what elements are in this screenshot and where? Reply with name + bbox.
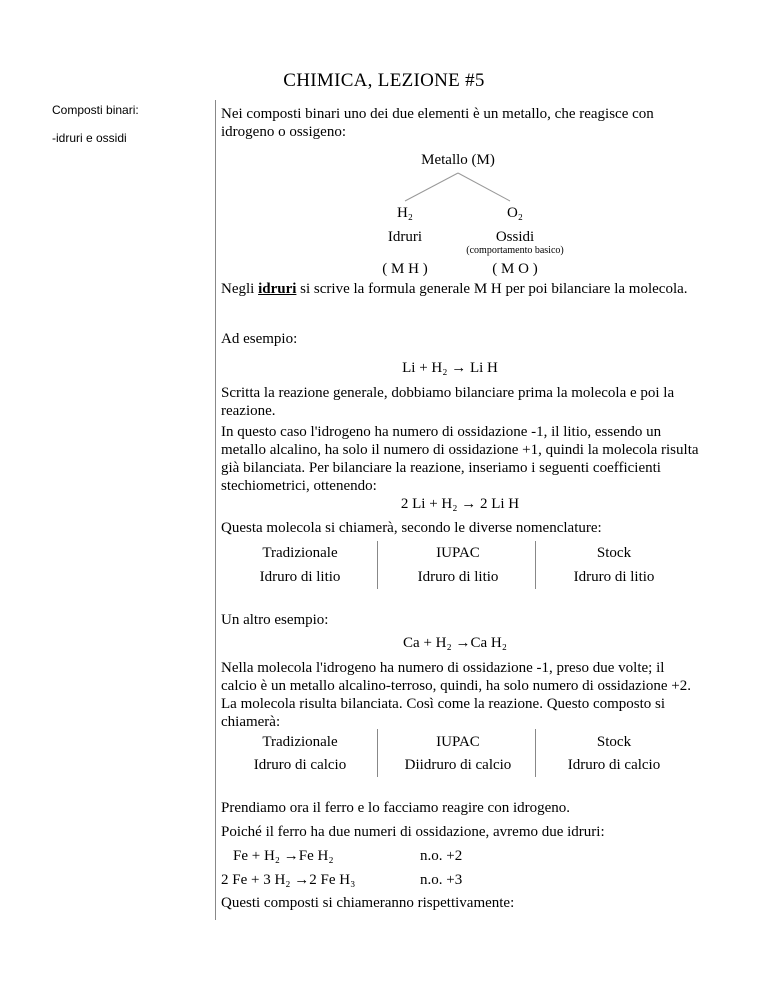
table2-header-stock: Stock: [596, 734, 632, 750]
page-title: CHIMICA, LEZIONE #5: [283, 70, 485, 91]
litio-paragraph: In questo caso l'idrogeno ha numero di ossidazione -1, il litio, essendo un metallo alcalino, ha solo il numero di ossidazione +1, quindi la molecola risulta già bilanciata. Per bilanciare la reazione, inseriamo i seguenti coefficienti stechiometrici, ottenendo:: [221, 424, 699, 494]
example2-intro: Un altro esempio:: [221, 612, 329, 628]
table2-header-iupac: IUPAC: [436, 734, 480, 750]
table2-divider: [535, 729, 536, 777]
diagram-formula-mo: ( M O ): [492, 261, 538, 277]
idruri-after: si scrive la formula generale M H per poi bilanciare la molecola.: [296, 281, 688, 297]
nomenclature-paragraph: Questa molecola si chiamerà, secondo le diverse nomenclature:: [221, 520, 602, 536]
calcio-paragraph: Nella molecola l'idrogeno ha numero di ossidazione -1, preso due volte; il calcio è un metallo alcalino-terroso, quindi, ha solo numero di ossidazione +2. La molecola risulta bilanciata. Così come la reazione. Questo composto si chiamerà:: [221, 660, 692, 730]
diagram-root: Metallo (M): [421, 152, 495, 168]
table2-header-tradizionale: Tradizionale: [262, 734, 338, 750]
table1-header-tradizionale: Tradizionale: [262, 545, 338, 561]
diagram-formula-mh: ( M H ): [382, 261, 428, 277]
ferro-oxidation-1: n.o. +2: [420, 848, 463, 864]
table1-value-tradizionale: Idruro di litio: [259, 569, 341, 585]
idruri-before: Negli: [221, 281, 259, 297]
equation-3: Ca + H₂ →Ca H₂: [403, 635, 507, 651]
general-paragraph: Scritta la reazione generale, dobbiamo bilanciare prima la molecola e poi la reazione.: [221, 385, 675, 419]
table1-header-stock: Stock: [596, 545, 632, 561]
table2-value-tradizionale: Idruro di calcio: [253, 757, 347, 773]
table2-value-stock: Idruro di calcio: [567, 757, 661, 773]
intro-paragraph: Nei composti binari uno dei due elementi è un metallo, che reagisce con idrogeno o ossigeno:: [221, 106, 654, 140]
diagram-label-ossidi: Ossidi: [495, 229, 535, 245]
ferro-equation-2: 2 Fe + 3 H₂ →2 Fe H₃: [221, 872, 356, 888]
equation-1: Li + H₂ → Li H: [402, 360, 498, 376]
idruri-paragraph: [221, 280, 701, 298]
equation-2: 2 Li + H₂ → 2 Li H: [400, 496, 520, 512]
sidebar-subtopic: -idruri e ossidi: [52, 131, 127, 145]
ferro-paragraph-1: Prendiamo ora il ferro e lo facciamo reagire con idrogeno.: [221, 800, 571, 816]
ferro-paragraph-2: Poiché il ferro ha due numeri di ossidazione, avremo due idruri:: [221, 824, 605, 840]
example-intro: Ad esempio:: [221, 331, 298, 347]
diagram-reagent-o2: O₂: [506, 205, 524, 221]
table2-divider: [377, 729, 378, 777]
table2-value-iupac: Diidruro di calcio: [404, 757, 512, 773]
table1-header-iupac: IUPAC: [436, 545, 480, 561]
ferro-equation-1: Fe + H₂ →Fe H₂: [233, 848, 334, 864]
diagram-reagent-h2: H₂: [396, 205, 414, 221]
table1-value-stock: Idruro di litio: [573, 569, 655, 585]
diagram-label-idruri: Idruri: [387, 229, 423, 245]
table1-value-iupac: Idruro di litio: [417, 569, 499, 585]
final-paragraph: Questi composti si chiameranno rispettivamente:: [221, 895, 515, 911]
diagram-note: (comportamento basico): [466, 245, 564, 256]
sidebar-topic: Composti binari:: [52, 103, 139, 117]
ferro-oxidation-2: n.o. +3: [420, 872, 463, 888]
table1-divider: [377, 541, 378, 589]
table1-divider: [535, 541, 536, 589]
diagram-branch-lines: [0, 0, 768, 300]
idruri-keyword: idruri: [258, 281, 297, 297]
